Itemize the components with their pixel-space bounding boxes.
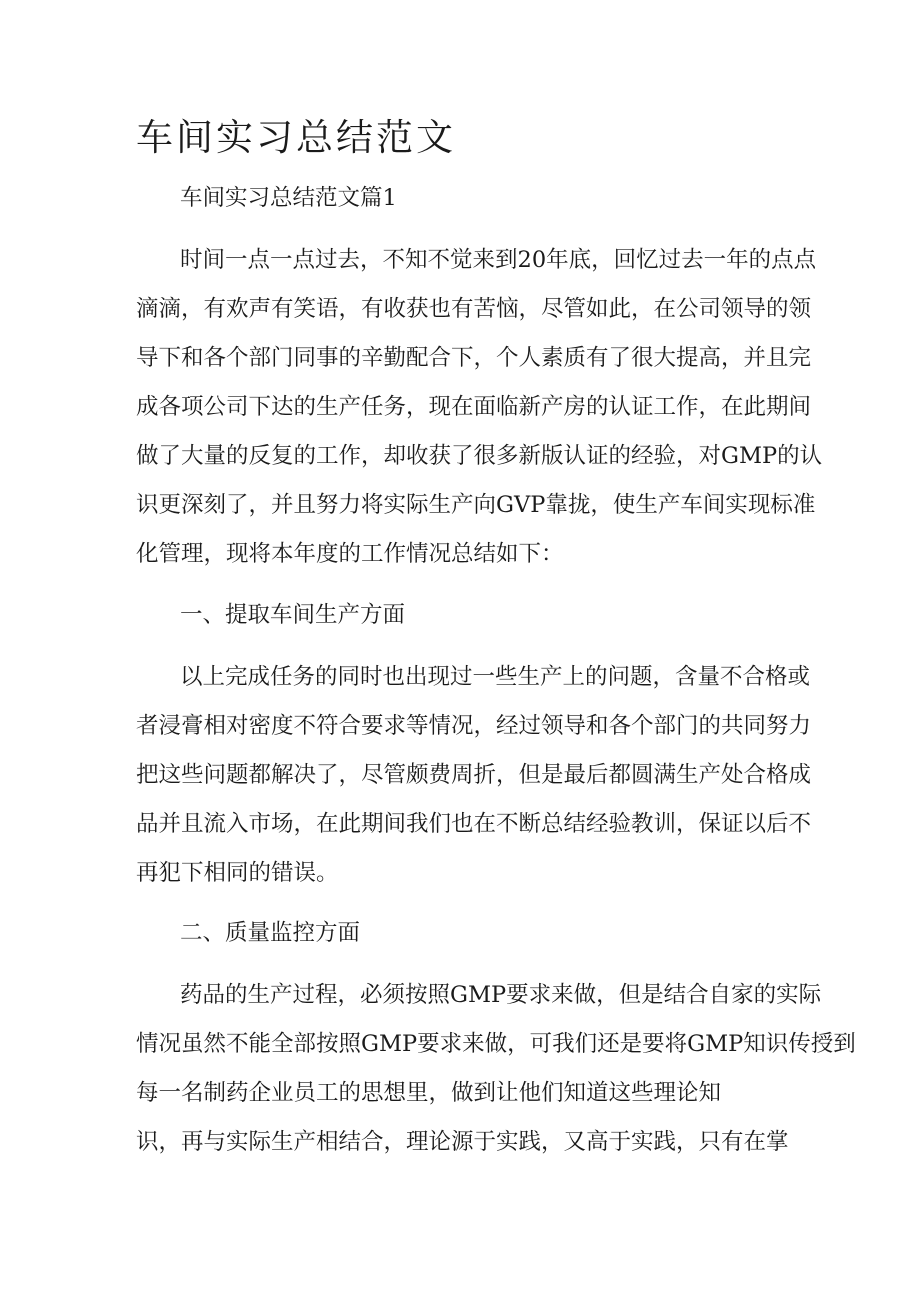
paragraph-line: 化管理，现将本年度的工作情况总结如下： xyxy=(136,541,564,567)
paragraph-line: 以上完成任务的同时也出现过一些生产上的问题，含量不合格或 xyxy=(180,664,811,690)
paragraph-line: 成各项公司下达的生产任务，现在面临新产房的认证工作，在此期间 xyxy=(136,394,812,420)
paragraph-line: 时间一点一点过去，不知不觉来到20年底，回忆过去一年的点点 xyxy=(180,247,817,273)
paragraph-line: 识更深刻了，并且努力将实际生产向GVP靠拢，使生产车间实现标准 xyxy=(136,492,816,518)
section-heading: 一、提取车间生产方面 xyxy=(180,602,406,628)
paragraph-line: 滴滴，有欢声有笑语，有收获也有苦恼，尽管如此，在公司领导的领 xyxy=(136,296,812,322)
paragraph-line: 做了大量的反复的工作，却收获了很多新版认证的经验，对GMP的认 xyxy=(136,443,823,469)
paragraph-line: 把这些问题都解决了，尽管颇费周折，但是最后都圆满生产处合格成 xyxy=(136,762,812,788)
paragraph-line: 再犯下相同的错误。 xyxy=(136,860,339,886)
paragraph-line: 者浸膏相对密度不符合要求等情况，经过领导和各个部门的共同努力 xyxy=(136,713,812,739)
paragraph-line: 每一名制药企业员工的思想里，做到让他们知道这些理论知 xyxy=(136,1080,722,1106)
paragraph-line: 情况虽然不能全部按照GMP要求来做，可我们还是要将GMP知识传授到 xyxy=(136,1031,856,1057)
paragraph-line: 导下和各个部门同事的辛勤配合下，个人素质有了很大提高，并且完 xyxy=(136,345,812,371)
document-subtitle: 车间实习总结范文篇1 xyxy=(180,185,397,211)
paragraph-line: 药品的生产过程，必须按照GMP要求来做，但是结合自家的实际 xyxy=(180,982,822,1008)
paragraph-line: 品并且流入市场，在此期间我们也在不断总结经验教训，保证以后不 xyxy=(136,811,812,837)
section-heading: 二、质量监控方面 xyxy=(180,920,361,946)
document-title: 车间实习总结范文 xyxy=(136,116,456,159)
paragraph-line: 识，再与实际生产相结合，理论源于实践，又高于实践，只有在掌 xyxy=(136,1129,789,1155)
